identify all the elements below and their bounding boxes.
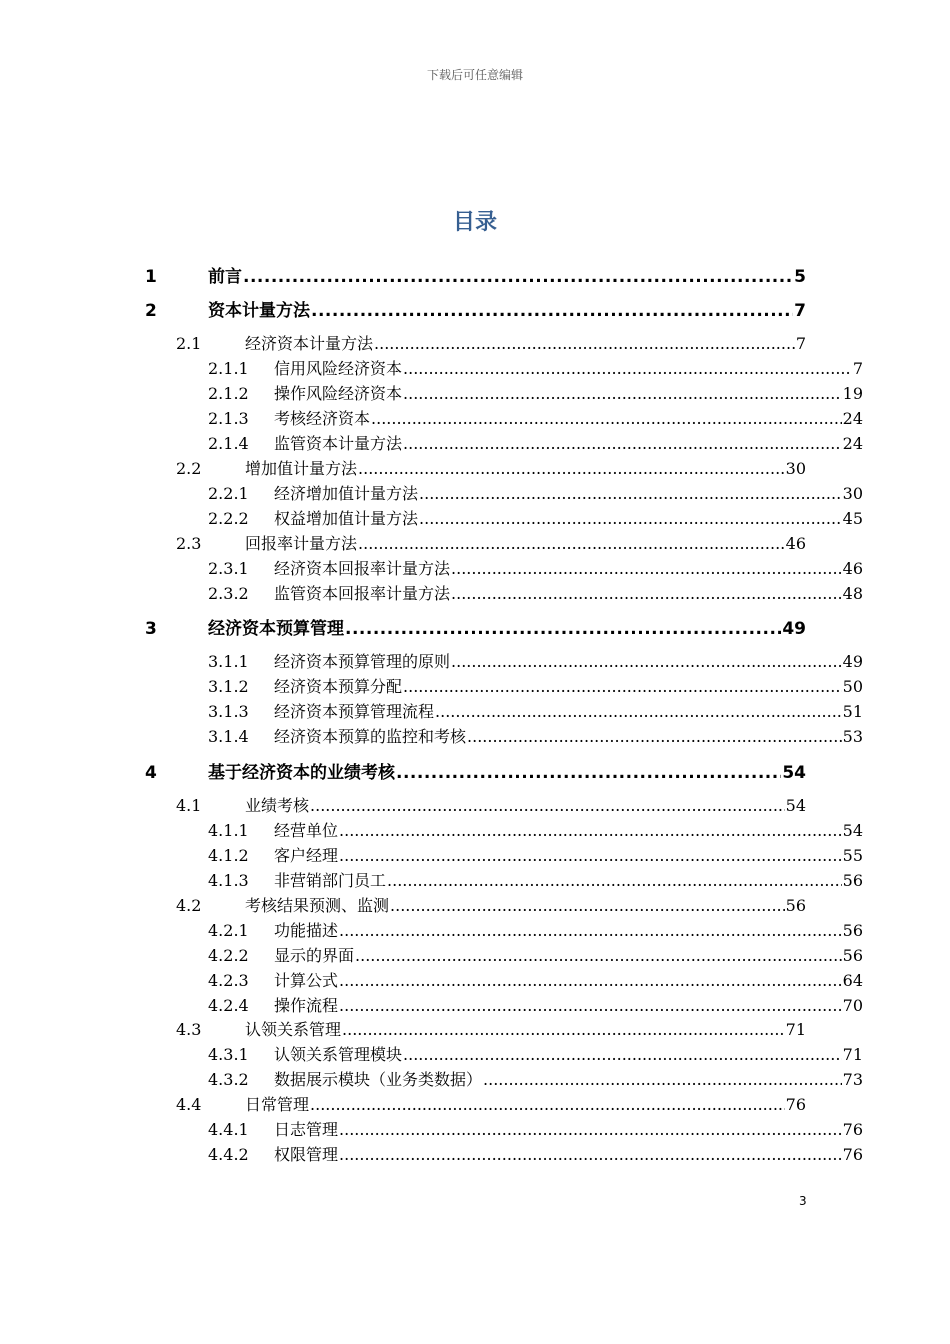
toc-entry-number: 3.1.1: [208, 652, 249, 671]
toc-entry[interactable]: [208, 818, 863, 841]
toc-leader-dots: [310, 1095, 785, 1114]
toc-entry-page: 7: [795, 334, 806, 353]
toc-entry-number: 2.1.1: [208, 359, 249, 378]
toc-leader-dots: [403, 677, 842, 696]
toc-entry[interactable]: [208, 1042, 863, 1065]
toc-entry[interactable]: [176, 331, 806, 354]
toc-entry[interactable]: [176, 1017, 806, 1040]
toc-entry-page: 49: [782, 619, 806, 639]
toc-entry-number: 4.3.1: [208, 1045, 249, 1064]
toc-entry-title[interactable]: 回报率计量方法: [245, 534, 358, 553]
toc-entry[interactable]: [176, 793, 806, 816]
toc-leader-dots: [396, 763, 781, 783]
toc-entry-title[interactable]: 日常管理: [245, 1095, 310, 1114]
toc-entry-title[interactable]: 客户经理: [274, 846, 339, 865]
toc-entry-number: 3.1.2: [208, 677, 249, 696]
toc-entry-page: 46: [785, 534, 806, 553]
toc-entry-title[interactable]: 操作流程: [274, 996, 339, 1015]
toc-leader-dots: [419, 509, 842, 528]
toc-entry-number: 3.1.4: [208, 727, 249, 746]
toc-entry[interactable]: [208, 381, 863, 404]
toc-entry[interactable]: [145, 614, 806, 639]
toc-leader-dots: [403, 1045, 842, 1064]
toc-entry[interactable]: [208, 406, 863, 429]
toc-leader-dots: [387, 871, 842, 890]
toc-entry-page: 64: [842, 971, 863, 990]
toc-entry-page: 7: [794, 301, 806, 321]
toc-entry-page: 45: [842, 509, 863, 528]
toc-entry[interactable]: [208, 649, 863, 672]
toc-leader-dots: [345, 619, 781, 639]
toc-entry-page: 76: [842, 1145, 863, 1164]
toc-entry-page: 55: [842, 846, 863, 865]
toc-entry[interactable]: [145, 758, 806, 783]
toc-entry-page: 54: [785, 796, 806, 815]
toc-entry-title[interactable]: 监管资本回报率计量方法: [274, 584, 451, 603]
toc-leader-dots: [451, 652, 842, 671]
toc-entry[interactable]: [208, 1067, 863, 1090]
toc-entry[interactable]: [208, 918, 863, 941]
toc-entry-page: 51: [842, 702, 863, 721]
toc-leader-dots: [355, 946, 842, 965]
toc-entry-number: 2.1.4: [208, 434, 249, 453]
toc-entry-number: 4.2.1: [208, 921, 249, 940]
toc-entry-page: 76: [785, 1095, 806, 1114]
toc-entry-page: 73: [842, 1070, 863, 1089]
toc-leader-dots: [451, 584, 842, 603]
toc-entry-page: 48: [842, 584, 863, 603]
toc-entry[interactable]: [208, 868, 863, 891]
toc-entry-title[interactable]: 经济资本回报率计量方法: [274, 559, 451, 578]
toc-entry-number: 4.1.1: [208, 821, 249, 840]
toc-entry-page: 53: [842, 727, 863, 746]
toc-entry[interactable]: [208, 431, 863, 454]
toc-entry-number: 1: [145, 267, 157, 287]
toc-entry-page: 56: [842, 946, 863, 965]
toc-leader-dots: [483, 1070, 842, 1089]
toc-entry-number: 2.1: [176, 334, 202, 353]
toc-entry-page: 30: [842, 484, 863, 503]
toc-entry[interactable]: [208, 356, 863, 379]
toc-entry-number: 3: [145, 619, 157, 639]
toc-title: 目录: [452, 210, 497, 235]
toc-entry-number: 2.2: [176, 459, 202, 478]
toc-leader-dots: [403, 384, 842, 403]
toc-entry-title[interactable]: 功能描述: [274, 921, 339, 940]
toc-entry-title[interactable]: 增加值计量方法: [245, 459, 358, 478]
toc-entry-title[interactable]: 考核经济资本: [274, 409, 371, 428]
toc-entry-title[interactable]: 经济增加值计量方法: [274, 484, 419, 503]
toc-entry[interactable]: [208, 506, 863, 529]
toc-entry-page: 56: [842, 871, 863, 890]
toc-leader-dots: [339, 996, 842, 1015]
toc-entry-page: 56: [785, 896, 806, 915]
toc-entry[interactable]: [176, 531, 806, 554]
toc-entry[interactable]: [208, 1142, 863, 1165]
toc-entry-title[interactable]: 经济资本预算管理流程: [274, 702, 435, 721]
toc-leader-dots: [403, 359, 852, 378]
toc-leader-dots: [339, 846, 842, 865]
toc-leader-dots: [403, 434, 842, 453]
toc-entry-page: 71: [842, 1045, 863, 1064]
toc-entry-page: 24: [842, 434, 863, 453]
toc-entry-page: 46: [842, 559, 863, 578]
toc-entry-number: 4.1: [176, 796, 202, 815]
toc-entry-page: 70: [842, 996, 863, 1015]
toc-leader-dots: [339, 1145, 842, 1164]
toc-entry[interactable]: [208, 674, 863, 697]
toc-entry-number: 2.3.1: [208, 559, 249, 578]
toc-entry-title[interactable]: 基于经济资本的业绩考核: [208, 763, 395, 783]
toc-entry-title[interactable]: 操作风险经济资本: [274, 384, 403, 403]
toc-entry[interactable]: [145, 296, 806, 321]
toc-entry-page: 24: [842, 409, 863, 428]
toc-entry-title[interactable]: 日志管理: [274, 1120, 339, 1139]
toc-entry-page: 5: [794, 267, 806, 287]
toc-leader-dots: [435, 702, 842, 721]
toc-entry-title[interactable]: 业绩考核: [245, 796, 310, 815]
toc-entry-page: 76: [842, 1120, 863, 1139]
toc-entry-number: 2: [145, 301, 157, 321]
toc-entry-page: 56: [842, 921, 863, 940]
toc-entry-page: 49: [842, 652, 863, 671]
toc-entry[interactable]: [208, 481, 863, 504]
toc-entry-page: 50: [842, 677, 863, 696]
toc-leader-dots: [311, 301, 793, 321]
toc-entry-title[interactable]: 认领关系管理模块: [274, 1045, 403, 1064]
toc-entry[interactable]: [208, 724, 863, 747]
toc-entry[interactable]: [208, 993, 863, 1016]
toc-leader-dots: [310, 796, 785, 815]
toc-leader-dots: [390, 896, 785, 915]
toc-entry-number: 4.2.4: [208, 996, 249, 1015]
toc-entry-title[interactable]: 显示的界面: [274, 946, 355, 965]
toc-entry-number: 2.2.1: [208, 484, 249, 503]
toc-entry-number: 4.2: [176, 896, 202, 915]
toc-leader-dots: [451, 559, 842, 578]
toc-leader-dots: [358, 459, 785, 478]
toc-leader-dots: [374, 334, 795, 353]
toc-entry-number: 4.3.2: [208, 1070, 249, 1089]
toc-leader-dots: [339, 921, 842, 940]
toc-entry-title[interactable]: 数据展示模块（业务类数据）: [274, 1070, 483, 1089]
toc-entry-number: 4.3: [176, 1020, 202, 1039]
toc-entry[interactable]: [208, 968, 863, 991]
toc-entry-number: 3.1.3: [208, 702, 249, 721]
toc-entry-title[interactable]: 经营单位: [274, 821, 339, 840]
toc-leader-dots: [342, 1020, 785, 1039]
toc-entry-number: 4.2.3: [208, 971, 249, 990]
toc-entry-title[interactable]: 非营销部门员工: [274, 871, 387, 890]
toc-entry-title[interactable]: 经济资本预算分配: [274, 677, 403, 696]
toc-entry-title[interactable]: 权益增加值计量方法: [274, 509, 419, 528]
toc-entry-title[interactable]: 权限管理: [274, 1145, 339, 1164]
toc-entry[interactable]: [208, 843, 863, 866]
toc-entry[interactable]: [208, 556, 863, 579]
toc-entry-number: 2.3.2: [208, 584, 249, 603]
toc-entry-page: 7: [852, 359, 863, 378]
toc-leader-dots: [339, 971, 842, 990]
toc-entry[interactable]: [208, 1117, 863, 1140]
toc-entry-page: 19: [842, 384, 863, 403]
toc-entry-title[interactable]: 计算公式: [274, 971, 339, 990]
toc-leader-dots: [467, 727, 842, 746]
toc-entry-number: 4.4.2: [208, 1145, 249, 1164]
toc-entry-page: 54: [842, 821, 863, 840]
toc-entry-title[interactable]: 监管资本计量方法: [274, 434, 403, 453]
toc-entry-page: 71: [785, 1020, 806, 1039]
toc-entry-number: 2.1.3: [208, 409, 249, 428]
toc-entry-page: 30: [785, 459, 806, 478]
toc-entry-number: 4.4.1: [208, 1120, 249, 1139]
toc-leader-dots: [243, 267, 793, 287]
toc-entry[interactable]: [176, 1092, 806, 1115]
toc-entry[interactable]: [208, 581, 863, 604]
toc-entry-number: 4: [145, 763, 157, 783]
toc-entry[interactable]: [145, 262, 806, 287]
toc-entry-title[interactable]: 经济资本预算管理: [208, 619, 344, 639]
toc-entry[interactable]: [208, 699, 863, 722]
toc-entry-number: 4.2.2: [208, 946, 249, 965]
toc-entry-title[interactable]: 前言: [208, 267, 242, 287]
toc-entry-title[interactable]: 经济资本预算的监控和考核: [274, 727, 467, 746]
toc-leader-dots: [419, 484, 842, 503]
toc-entry-number: 4.4: [176, 1095, 202, 1114]
page-number: 3: [799, 1194, 807, 1208]
toc-entry-title[interactable]: 经济资本预算管理的原则: [274, 652, 451, 671]
toc-entry-number: 4.1.3: [208, 871, 249, 890]
toc-entry-number: 2.1.2: [208, 384, 249, 403]
toc-entry[interactable]: [208, 943, 863, 966]
toc-entry-number: 2.3: [176, 534, 202, 553]
page-header: 下载后可任意编辑: [426, 68, 523, 82]
toc-entry-title[interactable]: 考核结果预测、监测: [245, 896, 390, 915]
toc-entry-title[interactable]: 经济资本计量方法: [245, 334, 374, 353]
toc-leader-dots: [339, 1120, 842, 1139]
toc-entry-number: 4.1.2: [208, 846, 249, 865]
toc-entry-title[interactable]: 信用风险经济资本: [274, 359, 403, 378]
toc-entry-title[interactable]: 资本计量方法: [208, 301, 310, 321]
toc-entry[interactable]: [176, 893, 806, 916]
toc-entry-title[interactable]: 认领关系管理: [245, 1020, 342, 1039]
toc-entry-page: 54: [782, 763, 806, 783]
toc-leader-dots: [371, 409, 842, 428]
toc-entry-number: 2.2.2: [208, 509, 249, 528]
toc-leader-dots: [339, 821, 842, 840]
toc-leader-dots: [358, 534, 785, 553]
toc-entry[interactable]: [176, 456, 806, 479]
